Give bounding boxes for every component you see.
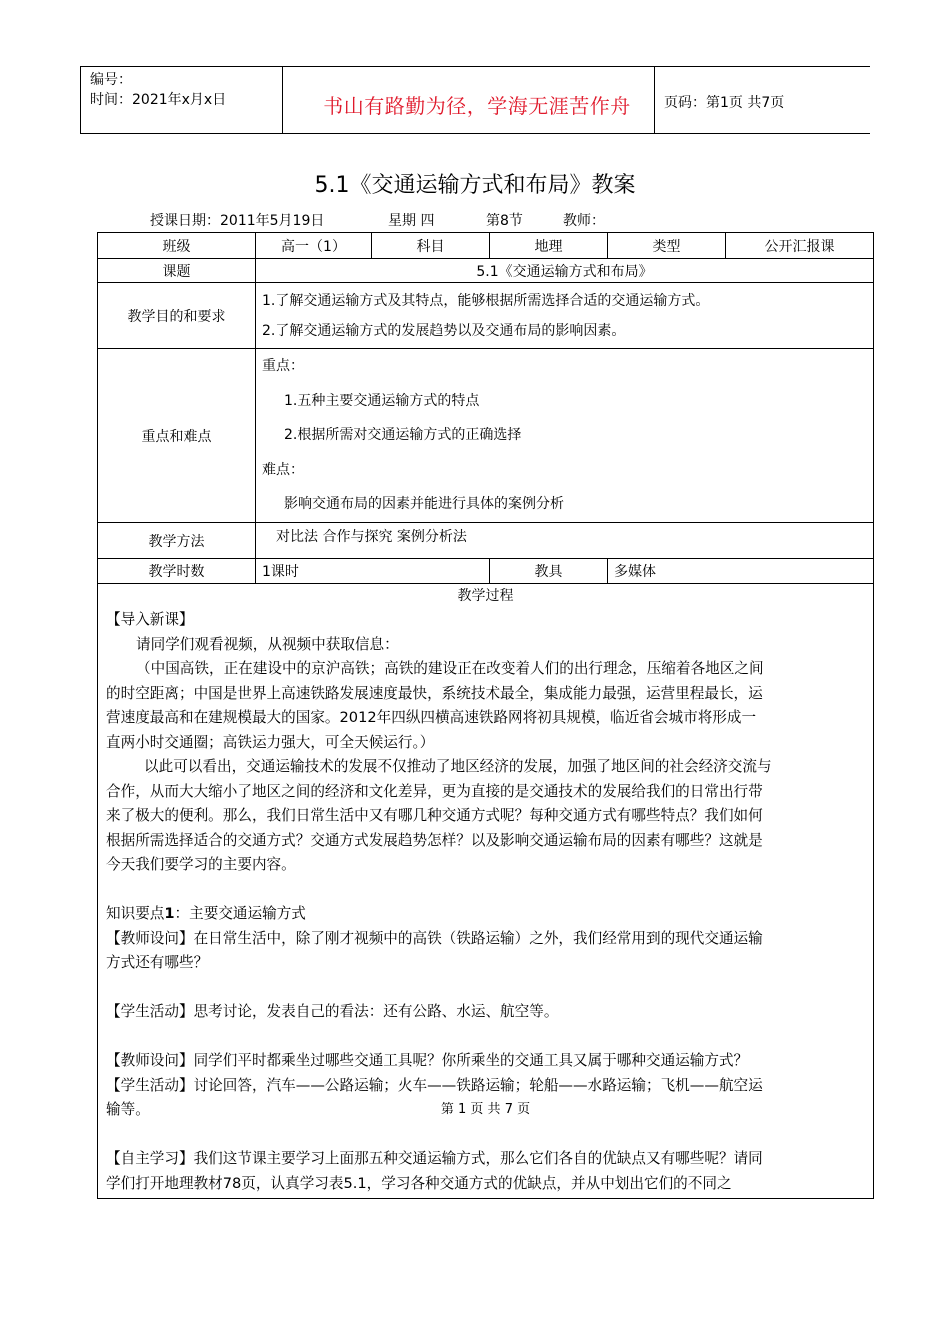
student-activity-1: 【学生活动】思考讨论，发表自己的看法：还有公路、水运、航空等。	[106, 1003, 559, 1020]
video-line-4: 直两小时交通圈；高铁运力强大，可全天候运行。）	[106, 733, 435, 751]
header-divider-1	[282, 66, 283, 134]
lesson-period: 第8节	[486, 213, 523, 229]
topic-row	[98, 259, 874, 283]
para-line-2: 合作，从而大大缩小了地区之间的经济和文化差异，更为直接的是交通技术的发展给我们的日常出行带	[106, 782, 763, 800]
video-line-2: 的时空距离；中国是世界上高速铁路发展速度最快，系统技术最全，集成能力最强，运营里程最长，运	[106, 684, 763, 702]
blank-line	[106, 1025, 865, 1050]
key-heading: 重点：	[262, 358, 304, 375]
para-line-1: 以此可以看出，交通运输技术的发展不仅推动了地区经济的发展，加强了地区间的社会经济交流与	[144, 758, 772, 775]
teacher-question-2: 【教师设问】同学们平时都乘坐过哪些交通工具呢？你所乘坐的交通工具又属于哪种交通运输方式？	[106, 1052, 749, 1069]
video-line-3: 营速度最高和在建规模最大的国家。2012年四纵四横高速铁路网将初具规模，临近省会城市将形成一	[106, 709, 757, 726]
subject-label: 科目	[372, 233, 490, 259]
knowledge-number: 1	[164, 905, 175, 922]
hours-label: 教学时数	[98, 559, 256, 584]
blank-line	[106, 878, 865, 903]
goals-content	[256, 283, 874, 349]
intro-heading: 【导入新课】	[106, 611, 194, 628]
subject-value: 地理	[490, 233, 608, 259]
goals-row	[98, 283, 874, 349]
page-footer: 第 1 页 共 7 页	[440, 1102, 531, 1117]
video-line-1: （中国高铁，正在建设中的京沪高铁；高铁的建设正在改变着人们的出行理念，压缩着各地区之间	[136, 660, 764, 677]
method-value: 对比法 合作与探究 案例分析法	[256, 523, 874, 559]
student-activity-2-line-1: 【学生活动】讨论回答，汽车——公路运输；火车——铁路运输；轮船——水路运输；飞机——航空运	[106, 1076, 763, 1094]
teacher-question-1-line-2: 方式还有哪些？	[106, 954, 209, 971]
tools-label: 教具	[490, 559, 608, 584]
hours-value: 1课时	[256, 559, 490, 584]
student-activity-2-line-2-wrap	[106, 1098, 865, 1123]
lesson-table	[97, 232, 874, 1199]
header-left-border	[80, 66, 81, 134]
header-box	[80, 66, 870, 134]
self-study-line-1: 【自主学习】我们这节课主要学习上面那五种交通运输方式，那么它们各自的优缺点又有哪些呢？请同	[106, 1150, 763, 1167]
knowledge-point-heading	[106, 902, 865, 927]
intro-line: 请同学们观看视频，从视频中获取信息：	[136, 635, 399, 653]
header-left	[90, 70, 226, 110]
motto: 书山有路勤为径，学海无涯苦作舟	[323, 94, 631, 118]
info-row	[98, 233, 874, 259]
difficulty-heading: 难点：	[262, 461, 304, 478]
process-heading: 教学过程	[457, 588, 514, 604]
blank-line	[106, 1123, 865, 1148]
class-value: 高一（1）	[256, 233, 372, 259]
process-cell	[98, 584, 874, 1199]
process-body	[98, 608, 873, 1196]
hours-row	[98, 559, 874, 584]
header-top-border	[80, 66, 870, 67]
lesson-date: 授课日期：2011年5月19日	[150, 213, 325, 229]
type-value: 公开汇报课	[726, 233, 874, 259]
para-line-3: 来了极大的便利。那么，我们日常生活中又有哪几种交通方式呢？每种交通方式有哪些特点？我们如何	[106, 807, 763, 824]
knowledge-rest: ：主要交通运输方式	[174, 905, 306, 922]
keys-row	[98, 349, 874, 523]
keys-content	[256, 349, 874, 523]
page-info: 页码：第1页 共7页	[664, 95, 785, 111]
key-point-1: 1.五种主要交通运输方式的特点	[284, 392, 480, 409]
goal-2: 2.了解交通运输方式的发展趋势以及交通布局的影响因素。	[262, 322, 626, 339]
topic-label: 课题	[98, 259, 256, 283]
process-row	[98, 584, 874, 1199]
para-line-5: 今天我们要学习的主要内容。	[106, 856, 296, 873]
method-label: 教学方法	[98, 523, 256, 559]
number-label: 编号：	[90, 72, 132, 88]
knowledge-prefix: 知识要点	[106, 905, 165, 922]
self-study-line-2: 学们打开地理教材78页，认真学习表5.1，学习各种交通方式的优缺点，并从中划出它们的不同之	[106, 1174, 732, 1192]
student-activity-2-line-2: 输等。	[106, 1101, 150, 1118]
difficulty-point-1: 影响交通布局的因素并能进行具体的案例分析	[284, 496, 564, 513]
goals-label: 教学目的和要求	[98, 283, 256, 349]
teacher-label: 教师：	[563, 213, 605, 229]
type-label: 类型	[608, 233, 726, 259]
blank-line	[106, 976, 865, 1001]
time-label: 时间：2021年x月x日	[90, 92, 227, 108]
teacher-question-1-line-1: 【教师设问】在日常生活中，除了刚才视频中的高铁（铁路运输）之外，我们经常用到的现代交通运输	[106, 929, 763, 947]
goal-1: 1.了解交通运输方式及其特点，能够根据所需选择合适的交通运输方式。	[262, 292, 710, 309]
key-point-2: 2.根据所需对交通运输方式的正确选择	[284, 427, 522, 444]
class-label: 班级	[98, 233, 256, 259]
keys-label: 重点和难点	[98, 349, 256, 523]
lesson-weekday: 星期 四	[388, 213, 435, 229]
topic-value: 5.1《交通运输方式和布局》	[256, 259, 874, 283]
method-row	[98, 523, 874, 559]
para-line-4: 根据所需选择适合的交通方式？交通方式发展趋势怎样？以及影响交通运输布局的因素有哪些？这就是	[106, 831, 763, 849]
tools-value: 多媒体	[608, 559, 874, 584]
document-title: 5.1《交通运输方式和布局》教案	[314, 173, 636, 198]
header-bottom-border	[80, 133, 870, 134]
